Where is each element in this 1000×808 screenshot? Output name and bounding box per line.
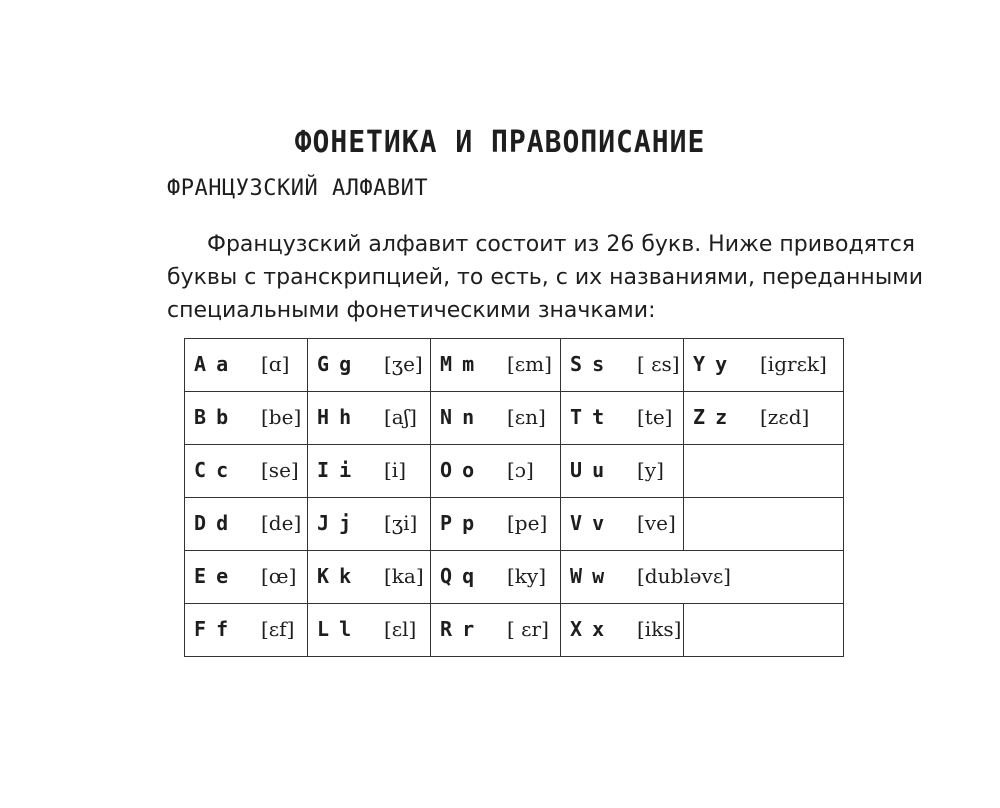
intro-line: специальными фонетическими значками:	[167, 298, 656, 323]
alphabet-cell	[185, 551, 308, 604]
alphabet-cell	[431, 445, 561, 498]
alphabet-cell	[308, 498, 431, 551]
transcription: [ʒe]	[384, 352, 423, 376]
alphabet-cell	[185, 604, 308, 657]
alphabet-cell	[684, 498, 844, 551]
alphabet-cell	[561, 498, 684, 551]
alphabet-cell	[308, 445, 431, 498]
transcription: [ ɛs]	[637, 352, 680, 376]
letter: W w	[570, 564, 604, 588]
alphabet-cell	[561, 551, 844, 604]
alphabet-cell	[185, 392, 308, 445]
letter: N n	[440, 405, 474, 429]
letter: Y y	[693, 352, 727, 376]
alphabet-cell	[308, 551, 431, 604]
letter: I i	[317, 458, 351, 482]
page-title: ФОНЕТИКА И ПРАВОПИСАНИЕ	[294, 123, 706, 160]
transcription: [igrɛk]	[760, 352, 827, 376]
alphabet-cell	[684, 604, 844, 657]
alphabet-cell	[308, 604, 431, 657]
letter: R r	[440, 617, 474, 641]
letter: K k	[317, 564, 351, 588]
letter: L l	[317, 617, 351, 641]
intro-line: буквы с транскрипцией, то есть, с их названиями, переданными	[167, 265, 924, 290]
letter: C c	[194, 458, 228, 482]
alphabet-table-body	[185, 339, 844, 657]
transcription: [ɔ]	[507, 458, 534, 482]
transcription: [œ]	[261, 564, 297, 588]
letter: P p	[440, 511, 474, 535]
letter: S s	[570, 352, 604, 376]
letter: X x	[570, 617, 604, 641]
alphabet-cell	[185, 498, 308, 551]
letter: Z z	[693, 405, 727, 429]
alphabet-cell	[684, 392, 844, 445]
transcription: [ɛl]	[384, 617, 417, 641]
intro-paragraph	[167, 228, 924, 327]
transcription: [iks]	[637, 617, 682, 641]
letter: G g	[317, 352, 351, 376]
transcription: [ɛm]	[507, 352, 552, 376]
letter: B b	[194, 405, 228, 429]
letter: H h	[317, 405, 351, 429]
transcription: [ɑ]	[261, 352, 290, 376]
transcription: [ɛf]	[261, 617, 295, 641]
alphabet-cell	[561, 445, 684, 498]
table-row	[185, 551, 844, 604]
letter: O o	[440, 458, 474, 482]
alphabet-cell	[561, 392, 684, 445]
transcription: [ka]	[384, 564, 424, 588]
transcription: [pe]	[507, 511, 548, 535]
alphabet-cell	[431, 604, 561, 657]
letter: A a	[194, 352, 228, 376]
alphabet-cell	[431, 339, 561, 392]
transcription: [se]	[261, 458, 299, 482]
transcription: [zɛd]	[760, 405, 810, 429]
transcription: [i]	[384, 458, 407, 482]
alphabet-cell	[561, 339, 684, 392]
table-row	[185, 604, 844, 657]
transcription: [ʒi]	[384, 511, 418, 535]
alphabet-cell	[561, 604, 684, 657]
letter: U u	[570, 458, 604, 482]
transcription: [de]	[261, 511, 302, 535]
transcription: [y]	[637, 458, 664, 482]
transcription: [ve]	[637, 511, 676, 535]
table-row	[185, 339, 844, 392]
letter: M m	[440, 352, 474, 376]
transcription: [ɛn]	[507, 405, 546, 429]
alphabet-cell	[308, 339, 431, 392]
letter: D d	[194, 511, 228, 535]
table-row	[185, 498, 844, 551]
transcription: [ ɛr]	[507, 617, 549, 641]
transcription: [te]	[637, 405, 673, 429]
letter: J j	[317, 511, 351, 535]
table-row	[185, 392, 844, 445]
alphabet-cell	[185, 339, 308, 392]
alphabet-cell	[431, 392, 561, 445]
section-title: ФРАНЦУЗСКИЙ АЛФАВИТ	[167, 176, 429, 201]
intro-line: Французский алфавит состоит из 26 букв. Ниже приводятся	[207, 232, 916, 257]
alphabet-cell	[431, 551, 561, 604]
letter: T t	[570, 405, 604, 429]
letter: F f	[194, 617, 228, 641]
transcription: [ky]	[507, 564, 547, 588]
transcription: [be]	[261, 405, 302, 429]
alphabet-cell	[185, 445, 308, 498]
alphabet-cell	[684, 445, 844, 498]
letter: E e	[194, 564, 228, 588]
alphabet-cell	[684, 339, 844, 392]
alphabet-table	[184, 338, 844, 657]
letter: Q q	[440, 564, 474, 588]
transcription: [dubləvɛ]	[637, 564, 731, 588]
alphabet-cell	[308, 392, 431, 445]
letter: V v	[570, 511, 604, 535]
transcription: [aʃ]	[384, 405, 417, 429]
alphabet-cell	[431, 498, 561, 551]
table-row	[185, 445, 844, 498]
